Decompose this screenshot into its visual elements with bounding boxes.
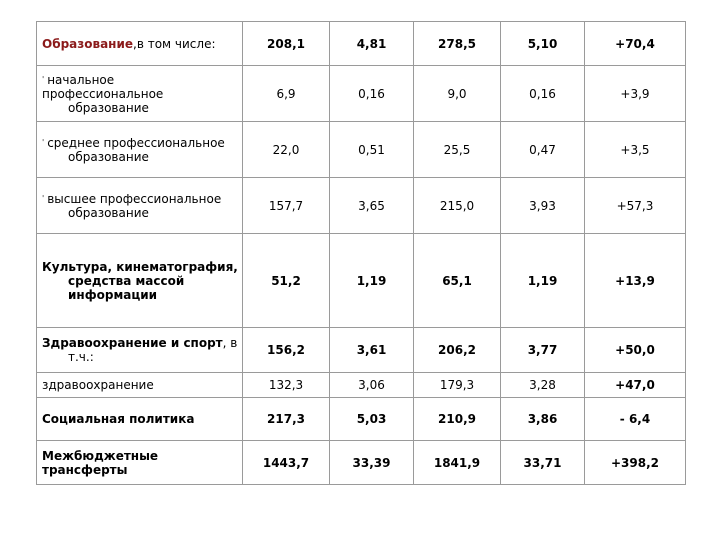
value-cell: 0,47 xyxy=(501,122,585,178)
row-label-primary-vocational xyxy=(37,66,243,122)
row-label-line1: Культура, кинематография, xyxy=(42,259,238,274)
row-label-line1: Межбюджетные трансферты xyxy=(42,448,159,477)
row-label-line1: высшее профессиональное xyxy=(47,191,222,206)
value-cell: 157,7 xyxy=(243,178,330,234)
value-cell: 33,71 xyxy=(501,441,585,485)
value-cell: 22,0 xyxy=(243,122,330,178)
value-cell: 65,1 xyxy=(414,234,501,328)
row-label-healthcare-sport xyxy=(37,328,243,373)
value-cell: +398,2 xyxy=(585,441,686,485)
value-cell: 3,28 xyxy=(501,373,585,398)
value-cell: - 6,4 xyxy=(585,398,686,441)
row-label-secondary-vocational xyxy=(37,122,243,178)
value-cell: 0,16 xyxy=(501,66,585,122)
value-cell: 132,3 xyxy=(243,373,330,398)
bullet-mark: ' xyxy=(42,74,45,84)
table-row xyxy=(37,328,686,373)
value-cell: 51,2 xyxy=(243,234,330,328)
table-row xyxy=(37,66,686,122)
row-label-higher-vocational xyxy=(37,178,243,234)
row-label-interbudget-transfers xyxy=(37,441,243,485)
value-cell: 3,77 xyxy=(501,328,585,373)
value-cell: 0,51 xyxy=(330,122,414,178)
value-cell: 5,03 xyxy=(330,398,414,441)
table-row xyxy=(37,122,686,178)
value-cell: 278,5 xyxy=(414,22,501,66)
value-cell: +3,5 xyxy=(585,122,686,178)
row-label-line2: образование xyxy=(68,149,149,164)
table-row xyxy=(37,441,686,485)
value-cell: 33,39 xyxy=(330,441,414,485)
value-cell: 6,9 xyxy=(243,66,330,122)
row-label-line2: т.ч.: xyxy=(68,350,94,364)
value-cell: 25,5 xyxy=(414,122,501,178)
row-label-line1: Социальная политика xyxy=(42,412,195,426)
row-label-line2: средства массой xyxy=(68,273,185,288)
row-label-line2: образование xyxy=(68,100,149,115)
value-cell: 1,19 xyxy=(330,234,414,328)
value-cell: +50,0 xyxy=(585,328,686,373)
value-cell: +57,3 xyxy=(585,178,686,234)
value-cell: 9,0 xyxy=(414,66,501,122)
row-label-line1: среднее профессиональное xyxy=(47,135,225,150)
value-cell: 3,65 xyxy=(330,178,414,234)
value-cell: 4,81 xyxy=(330,22,414,66)
value-cell: +3,9 xyxy=(585,66,686,122)
value-cell: 208,1 xyxy=(243,22,330,66)
row-label-line1: здравоохранение xyxy=(42,378,154,392)
value-cell: 206,2 xyxy=(414,328,501,373)
value-cell: 1443,7 xyxy=(243,441,330,485)
table-row xyxy=(37,234,686,328)
table-row xyxy=(37,178,686,234)
row-label-culture xyxy=(37,234,243,328)
value-cell: 3,06 xyxy=(330,373,414,398)
table-row xyxy=(37,373,686,398)
row-label-line1-bold: Здравоохранение и спорт xyxy=(42,336,223,350)
row-label-line1-rest: , в xyxy=(222,336,238,350)
row-label-line2: образование xyxy=(68,205,149,220)
value-cell: 179,3 xyxy=(414,373,501,398)
table-row xyxy=(37,398,686,441)
row-label-rest: ,в том числе: xyxy=(133,36,216,51)
value-cell: 3,93 xyxy=(501,178,585,234)
row-label-education xyxy=(37,22,243,66)
table-row xyxy=(37,22,686,66)
value-cell: 3,86 xyxy=(501,398,585,441)
value-cell: 3,61 xyxy=(330,328,414,373)
budget-table xyxy=(36,21,686,485)
value-cell: 217,3 xyxy=(243,398,330,441)
value-cell: 0,16 xyxy=(330,66,414,122)
row-label-line1: начальное профессиональное xyxy=(42,72,164,101)
row-label-healthcare xyxy=(37,373,243,398)
row-label-social-policy xyxy=(37,398,243,441)
value-cell: 156,2 xyxy=(243,328,330,373)
value-cell: +13,9 xyxy=(585,234,686,328)
value-cell: 5,10 xyxy=(501,22,585,66)
row-label-accent: Образование xyxy=(42,36,134,51)
value-cell: +47,0 xyxy=(585,373,686,398)
bullet-mark: ' xyxy=(42,193,45,203)
value-cell: 215,0 xyxy=(414,178,501,234)
bullet-mark: ' xyxy=(42,137,45,147)
value-cell: +70,4 xyxy=(585,22,686,66)
row-label-line3: информации xyxy=(68,287,158,302)
value-cell: 1841,9 xyxy=(414,441,501,485)
value-cell: 210,9 xyxy=(414,398,501,441)
value-cell: 1,19 xyxy=(501,234,585,328)
